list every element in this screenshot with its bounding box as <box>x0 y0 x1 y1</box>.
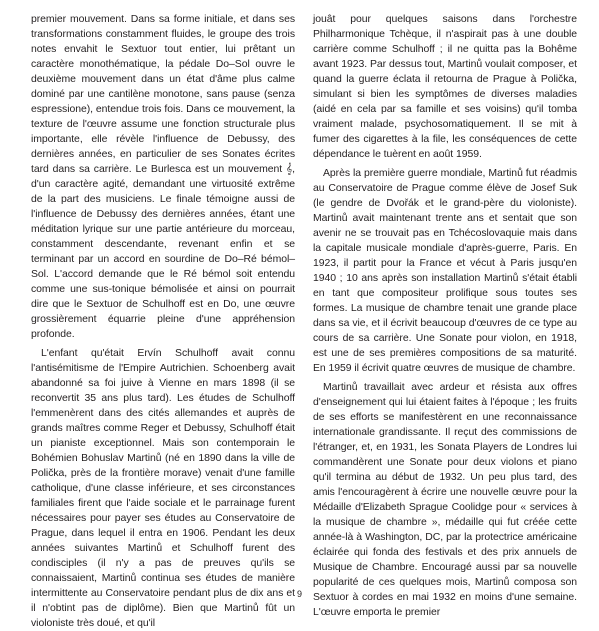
paragraph: jouât pour quelques saisons dans l'orchestre Philharmonique Tchèque, il n'aspirait pas à une double carrière comme Schulhoff ; il ne quitta pas la Bohême avant 1923. Par dessus tout, Martinů voulait composer, et quand la guerre éclata il retourna de Prague à Polička, simulant si bien les symptômes de diverses maladies (aidé en cela par sa famille et ses voisins) qu'il tomba vraiment malade, psychosomatiquement. Il se mit à fumer des cigarettes à la file, les conséquences de cette dépendance le tuèrent en août 1959. <box>313 14 577 160</box>
paragraph: Après la première guerre mondiale, Martinů fut réadmis au Conservatoire de Prague comme élève de Josef Suk (le gendre de Dvořák et le grand-père du violoniste). Martinů avait maintenant trente ans et sentait que son avenir ne se trouvait pas en Tchécoslovaquie mais dans la capitale musicale mondiale d'après-guerre, Paris. En 1923, il partit pour la France et vécut à Paris jusqu'en 1940 ; 10 ans après son installation Martinů s'était établi en tant que compositeur prolifique sous toutes ses formes. La musique de chambre tenait une grande place dans sa vie, et il écrivit beaucoup d'œuvres de ce type au cours de sa carrière. Une Sonate pour violon, en 1918, est une de ses premières compositions de sa maturité. En 1959 il écrivit quatre œuvres de musique de chambre. <box>313 168 577 374</box>
right-column <box>313 12 577 620</box>
paragraph: Martinů travaillait avec ardeur et résista aux offres d'enseignement qui lui étaient faites à l'époque ; les fruits de ses efforts se manifestèrent en une reconnaissance internationale grandissante. Il reçut des commissions de l'étranger, et, en 1931, les Sonata Players de Londres lui commandèrent une Sonate pour deux violons et piano qu'il termina au début de 1932. Un peu plus tard, des amis l'encouragèrent à écrire une nouvelle œuvre pour la Médaille d'Elizabeth Sprague Coolidge pour « services à la musique de chambre », médaille qui fut créée cette année-là à Washington, DC, par la protectrice américaine éclairée qui fonda des festivals et des prix annuels de Musique de Chambre. Encouragé aussi par sa nouvelle popularité de ces quelques mois, Martinů composa son Sextuor à cordes en mai 1932 en moins d'une semaine. L'œuvre emporta le premier <box>313 382 577 618</box>
paragraph: L'enfant qu'était Ervín Schulhoff avait connu l'antisémitisme de l'Empire Autrichien. Schoenberg avait abandonné sa foi juive à Vienne en mars 1898 (il se reconvertit 35 ans plus tard). Les études de Schulhoff l'emmenèrent dans des cités allemandes et auprès de grands maîtres comme Reger et Debussy, Schulhoff était un pianiste exceptionnel. Mais son contemporain le Bohémien Bohuslav Martinů (né en 1890 dans la ville de Polička, près de la frontière morave) venait d'une famille catholique, d'une classe inférieure, et ses circonstances familiales firent que l'aide sociale et le parrainage furent nécessaires pour payer ses études au Conservatoire de Prague, dans lequel il entra en 1906. Pendant les deux années suivantes Martinů et Schulhoff furent des condisciples (il n'y a pas de preuves qu'ils se connaissaient, Martinů continua ses études de manière intermittente au Conservatoire pendant plus de dix ans et il n'obtint pas de diplôme). Bien que Martinů fût un violoniste très doué, et qu'il <box>31 348 295 629</box>
page-number: 9 <box>296 589 302 599</box>
left-column <box>31 12 295 631</box>
paragraph: premier mouvement. Dans sa forme initiale, et dans ses transformations constamment fluides, le groupe des trois notes envahit le Sextuor tout entier, lui prêtant un caractère monothématique, la pédale Do–Sol ouvre le deuxième mouvement dans un état d'âme plus calme dominé par une cantilène monotone, sans pause (senza espressione), entendue trois fois. Dans ce mouvement, la texture de l'œuvre assume une fonction structurale plus importante, elle révèle l'influence de Debussy, des dernières années, en particulier de ses Sonates écrites tard dans sa carrière. Le Burlesca est un mouvement 𝄞, d'un caractère agité, demandant une virtuosité extrême de la part des musiciens. Le finale témoigne aussi de l'influence de Debussy des dernières années, étant une méditation lyrique sur une partie antérieure du morceau, constamment descendante, revenant enfin et se terminant par un accord en sourdine de Do–Ré bémol–Sol. L'accord demande que le Ré bémol soit entendu comme une sus-tonique bémolisée et ainsi on pourrait dire que le Sextuor de Schulhoff est en Do, une œuvre grossièrement équarrie pleine d'une appréhension profonde. <box>31 14 295 340</box>
